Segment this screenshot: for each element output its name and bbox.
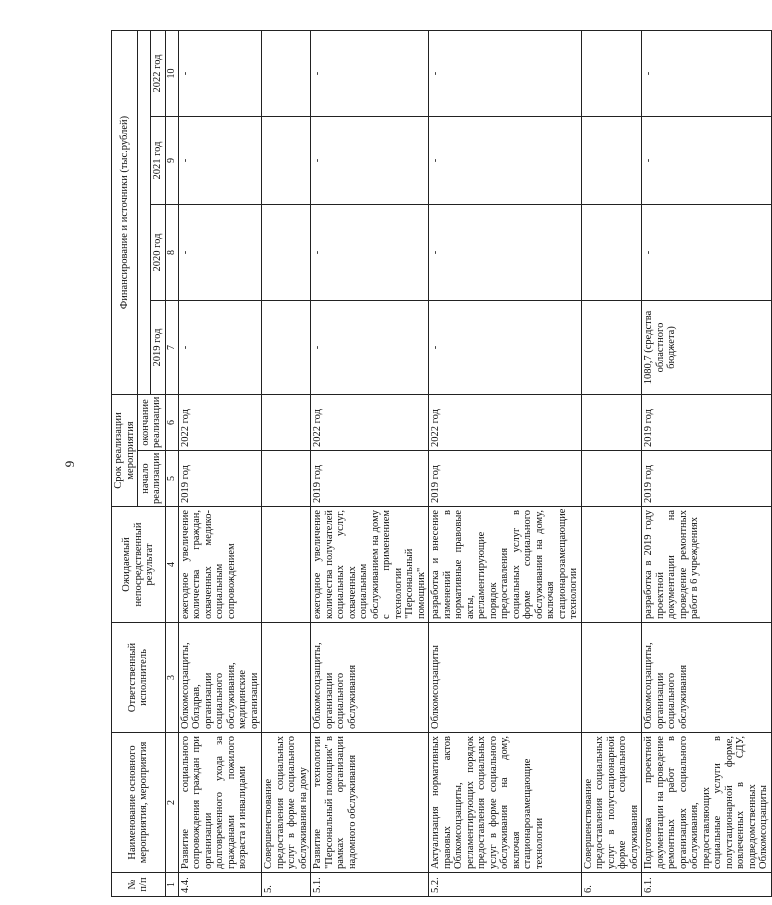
row-name: Актуализация нормативных правовых актов Облкомсоцзащиты, регламентирующих порядок предоставления социальных услуг в форме социального обслуживания на дому, включая стационарозамещающие технологии <box>429 733 582 873</box>
table-row <box>262 30 311 896</box>
row-responsible <box>262 623 311 733</box>
row-end: 2022 год <box>178 395 262 451</box>
row-result: разработка и внесение изменений в нормативные правовые акты, регламентирующие порядок предоставления социальных услуг в форме социального обслуживания на дому, включая стационарозамещающие технологии <box>429 507 582 623</box>
col-number: 9 <box>165 117 178 205</box>
row-finance-2019: 1080,7 (средства областного бюджета) <box>642 301 772 395</box>
header-year: 2022 год <box>151 30 166 116</box>
header-finance-gap <box>138 30 151 394</box>
header-num: № п/п <box>112 873 166 897</box>
row-end <box>581 395 642 451</box>
header-end: окончание реализации <box>138 395 166 451</box>
header-result: Ожидаемый непосредственный результат <box>112 507 166 623</box>
row-num: 6. <box>581 873 642 897</box>
row-start <box>262 451 311 507</box>
row-name: Совершенствование предоставления социальных услуг в форме социального обслуживания на дому <box>262 733 311 873</box>
row-num: 4.4. <box>178 873 262 897</box>
header-year: 2020 год <box>151 205 166 301</box>
row-finance-2022: - <box>178 30 262 116</box>
row-finance-2021: - <box>178 117 262 205</box>
row-finance-2020 <box>262 205 311 301</box>
row-finance-2022: - <box>311 30 429 116</box>
row-finance-2020 <box>581 205 642 301</box>
row-num: 5. <box>262 873 311 897</box>
table-row <box>178 30 262 896</box>
col-number: 5 <box>165 451 178 507</box>
col-number: 6 <box>165 395 178 451</box>
header-name: Наименование основного мероприятия, мероприятия <box>112 733 166 873</box>
row-finance-2021 <box>581 117 642 205</box>
table-wrap <box>111 31 769 897</box>
row-name: Развитие социального сопровождения граждан при организации долговременного ухода за гражданами пожилого возраста и инвалидами <box>178 733 262 873</box>
row-finance-2019: - <box>311 301 429 395</box>
header-year: 2021 год <box>151 117 166 205</box>
row-name: Развитие технологии "Персональный помощник" в рамках организации надомного обслуживания <box>311 733 429 873</box>
row-result <box>262 507 311 623</box>
row-start: 2019 год <box>178 451 262 507</box>
header-period: Срок реализации мероприятия <box>112 395 138 507</box>
row-finance-2022 <box>581 30 642 116</box>
table-row <box>429 30 582 896</box>
row-num: 6.1. <box>642 873 772 897</box>
row-result: ежегодное увеличение количества граждан, охваченных медико-социальным сопровождением <box>178 507 262 623</box>
header-responsible: Ответственный исполнитель <box>112 623 166 733</box>
header-year: 2019 год <box>151 301 166 395</box>
row-end: 2022 год <box>311 395 429 451</box>
row-name: Подготовка проектной документации на проведение ремонтных работ в организациях социального обслуживания, предоставляющих социальные услуги в полустационарной форме, вовлеченных в СДУ, подведомственных Облкомсоцзащиты <box>642 733 772 873</box>
row-name: Совершенствование предоставления социальных услуг в полустационарной форме социального обслуживания <box>581 733 642 873</box>
col-number: 2 <box>165 733 178 873</box>
row-finance-2022: - <box>642 30 772 116</box>
row-result: ежегодное увеличение количества получателей социальных услуг, охваченных социальным обслуживанием на дому с применением технологии "Персональный помощник" <box>311 507 429 623</box>
col-number: 3 <box>165 623 178 733</box>
row-finance-2021: - <box>642 117 772 205</box>
row-responsible: Облкомсоцзащиты, Облздрав, организации социального обслуживания, медицинские организации <box>178 623 262 733</box>
row-responsible: Облкомсоцзащиты, организации социального обслуживания <box>642 623 772 733</box>
header-finance: Финансирование и источники (тыс.рублей) <box>112 30 138 394</box>
row-num: 5.1. <box>311 873 429 897</box>
row-num: 5.2. <box>429 873 582 897</box>
row-start <box>581 451 642 507</box>
row-finance-2019 <box>262 301 311 395</box>
row-responsible <box>581 623 642 733</box>
table-row <box>311 30 429 896</box>
col-number: 10 <box>165 30 178 116</box>
row-finance-2021: - <box>311 117 429 205</box>
row-start: 2019 год <box>429 451 582 507</box>
row-end: 2022 год <box>429 395 582 451</box>
row-finance-2020: - <box>429 205 582 301</box>
row-finance-2021 <box>262 117 311 205</box>
row-finance-2021: - <box>429 117 582 205</box>
row-finance-2022: - <box>429 30 582 116</box>
table-row <box>642 30 772 896</box>
row-finance-2020: - <box>311 205 429 301</box>
col-number: 1 <box>165 873 178 897</box>
row-finance-2019 <box>581 301 642 395</box>
row-start: 2019 год <box>642 451 772 507</box>
row-finance-2020: - <box>178 205 262 301</box>
row-result: разработка в 2019 году проектной документации на проведение ремонтных работ в 6 учреждениях <box>642 507 772 623</box>
row-result <box>581 507 642 623</box>
col-number: 7 <box>165 301 178 395</box>
col-number: 8 <box>165 205 178 301</box>
row-finance-2022 <box>262 30 311 116</box>
row-finance-2020: - <box>642 205 772 301</box>
row-responsible: Облкомсоцзащиты, организации социального обслуживания <box>311 623 429 733</box>
program-table <box>111 30 772 897</box>
row-end: 2019 год <box>642 395 772 451</box>
table-row <box>581 30 642 896</box>
row-finance-2019: - <box>178 301 262 395</box>
row-responsible: Облкомсоцзащиты <box>429 623 582 733</box>
col-number: 4 <box>165 507 178 623</box>
row-start: 2019 год <box>311 451 429 507</box>
row-finance-2019: - <box>429 301 582 395</box>
header-start: начало реализации <box>138 451 166 507</box>
row-end <box>262 395 311 451</box>
page-number: 9 <box>62 460 77 468</box>
